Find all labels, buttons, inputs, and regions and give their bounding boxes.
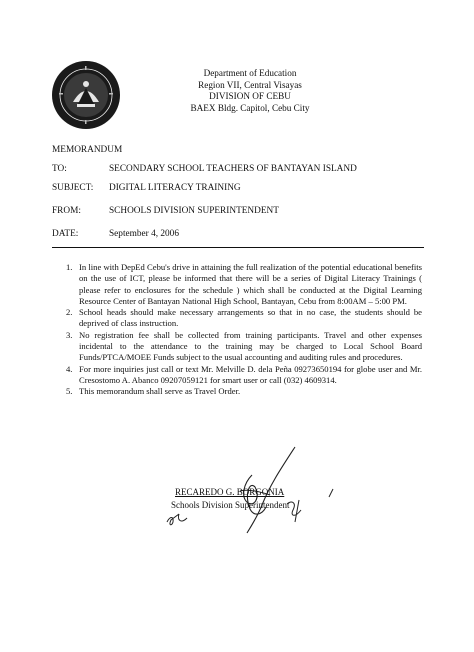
list-item — [52, 330, 422, 364]
list-item — [52, 364, 422, 387]
signatory-title: Schools Division Superintendent — [171, 500, 290, 510]
subject-field — [52, 183, 241, 193]
item-number: 4. — [66, 363, 73, 374]
list-item — [52, 262, 422, 307]
item-text: For more inquiries just call or text Mr. Melville D. dela Peña 09273650194 for globe user and Mr. Cresostomo A. Abanco 09207059121 for smart user or call (032) 4609314. — [79, 363, 422, 385]
initials-mark-icon — [283, 498, 313, 524]
letterhead-line: Department of Education — [203, 68, 297, 78]
header-divider — [52, 247, 424, 248]
item-number: 5. — [66, 386, 73, 397]
item-text: No registration fee shall be collected from training participants. Travel and other expenses incidental to the attendance to the training may be charged to Local School Board Funds/PTCA/MOEE Funds subject to the usual accounting and auditing rules and procedures. — [79, 329, 422, 363]
field-value: DIGITAL LITERACY TRAINING — [109, 183, 241, 193]
from-field — [52, 206, 279, 216]
field-value: September 4, 2006 — [109, 229, 179, 239]
date-field — [52, 229, 179, 239]
letterhead-line: BAEX Bldg. Capitol, Cebu City — [190, 102, 310, 113]
field-value: SCHOOLS DIVISION SUPERINTENDENT — [109, 206, 279, 216]
signatory-name: RECAREDO G. BORGONIA — [175, 487, 285, 497]
letterhead — [160, 68, 340, 114]
department-seal-icon — [51, 60, 121, 130]
field-key: DATE: — [52, 229, 79, 239]
field-value: SECONDARY SCHOOL TEACHERS OF BANTAYAN ISLAND — [109, 164, 357, 174]
letterhead-line: DIVISION OF CEBU — [209, 91, 291, 101]
letterhead-line: Region VII, Central Visayas — [198, 79, 302, 90]
item-number: 1. — [66, 262, 73, 272]
field-key: SUBJECT: — [52, 183, 94, 193]
item-number: 2. — [66, 307, 73, 318]
item-text: This memorandum shall serve as Travel Order. — [79, 386, 241, 397]
field-key: FROM: — [52, 206, 81, 216]
pen-mark-icon — [327, 488, 335, 498]
memo-items — [52, 262, 422, 398]
memo-label: MEMORANDUM — [52, 145, 123, 155]
list-item — [52, 307, 422, 330]
item-text: In line with DepEd Cebu's drive in attaining the full realization of the potential educational benefits on the use of ICT, please be informed that there will be a series of Digital Literacy Trainings ( please refer to enclosures for the schedule ) which shall be conducted at the Digital Learning Resource Center of Bantayan National High School, Bantayan, Cebu from 8:00AM – 5:00 PM. — [79, 262, 422, 306]
item-text: School heads should make necessary arrangements so that in no case, the students should be deprived of class instruction. — [79, 307, 422, 329]
item-number: 3. — [66, 329, 73, 340]
field-key: TO: — [52, 164, 67, 174]
list-item — [52, 386, 422, 397]
to-field — [52, 164, 357, 174]
initials-mark-icon — [165, 510, 195, 530]
